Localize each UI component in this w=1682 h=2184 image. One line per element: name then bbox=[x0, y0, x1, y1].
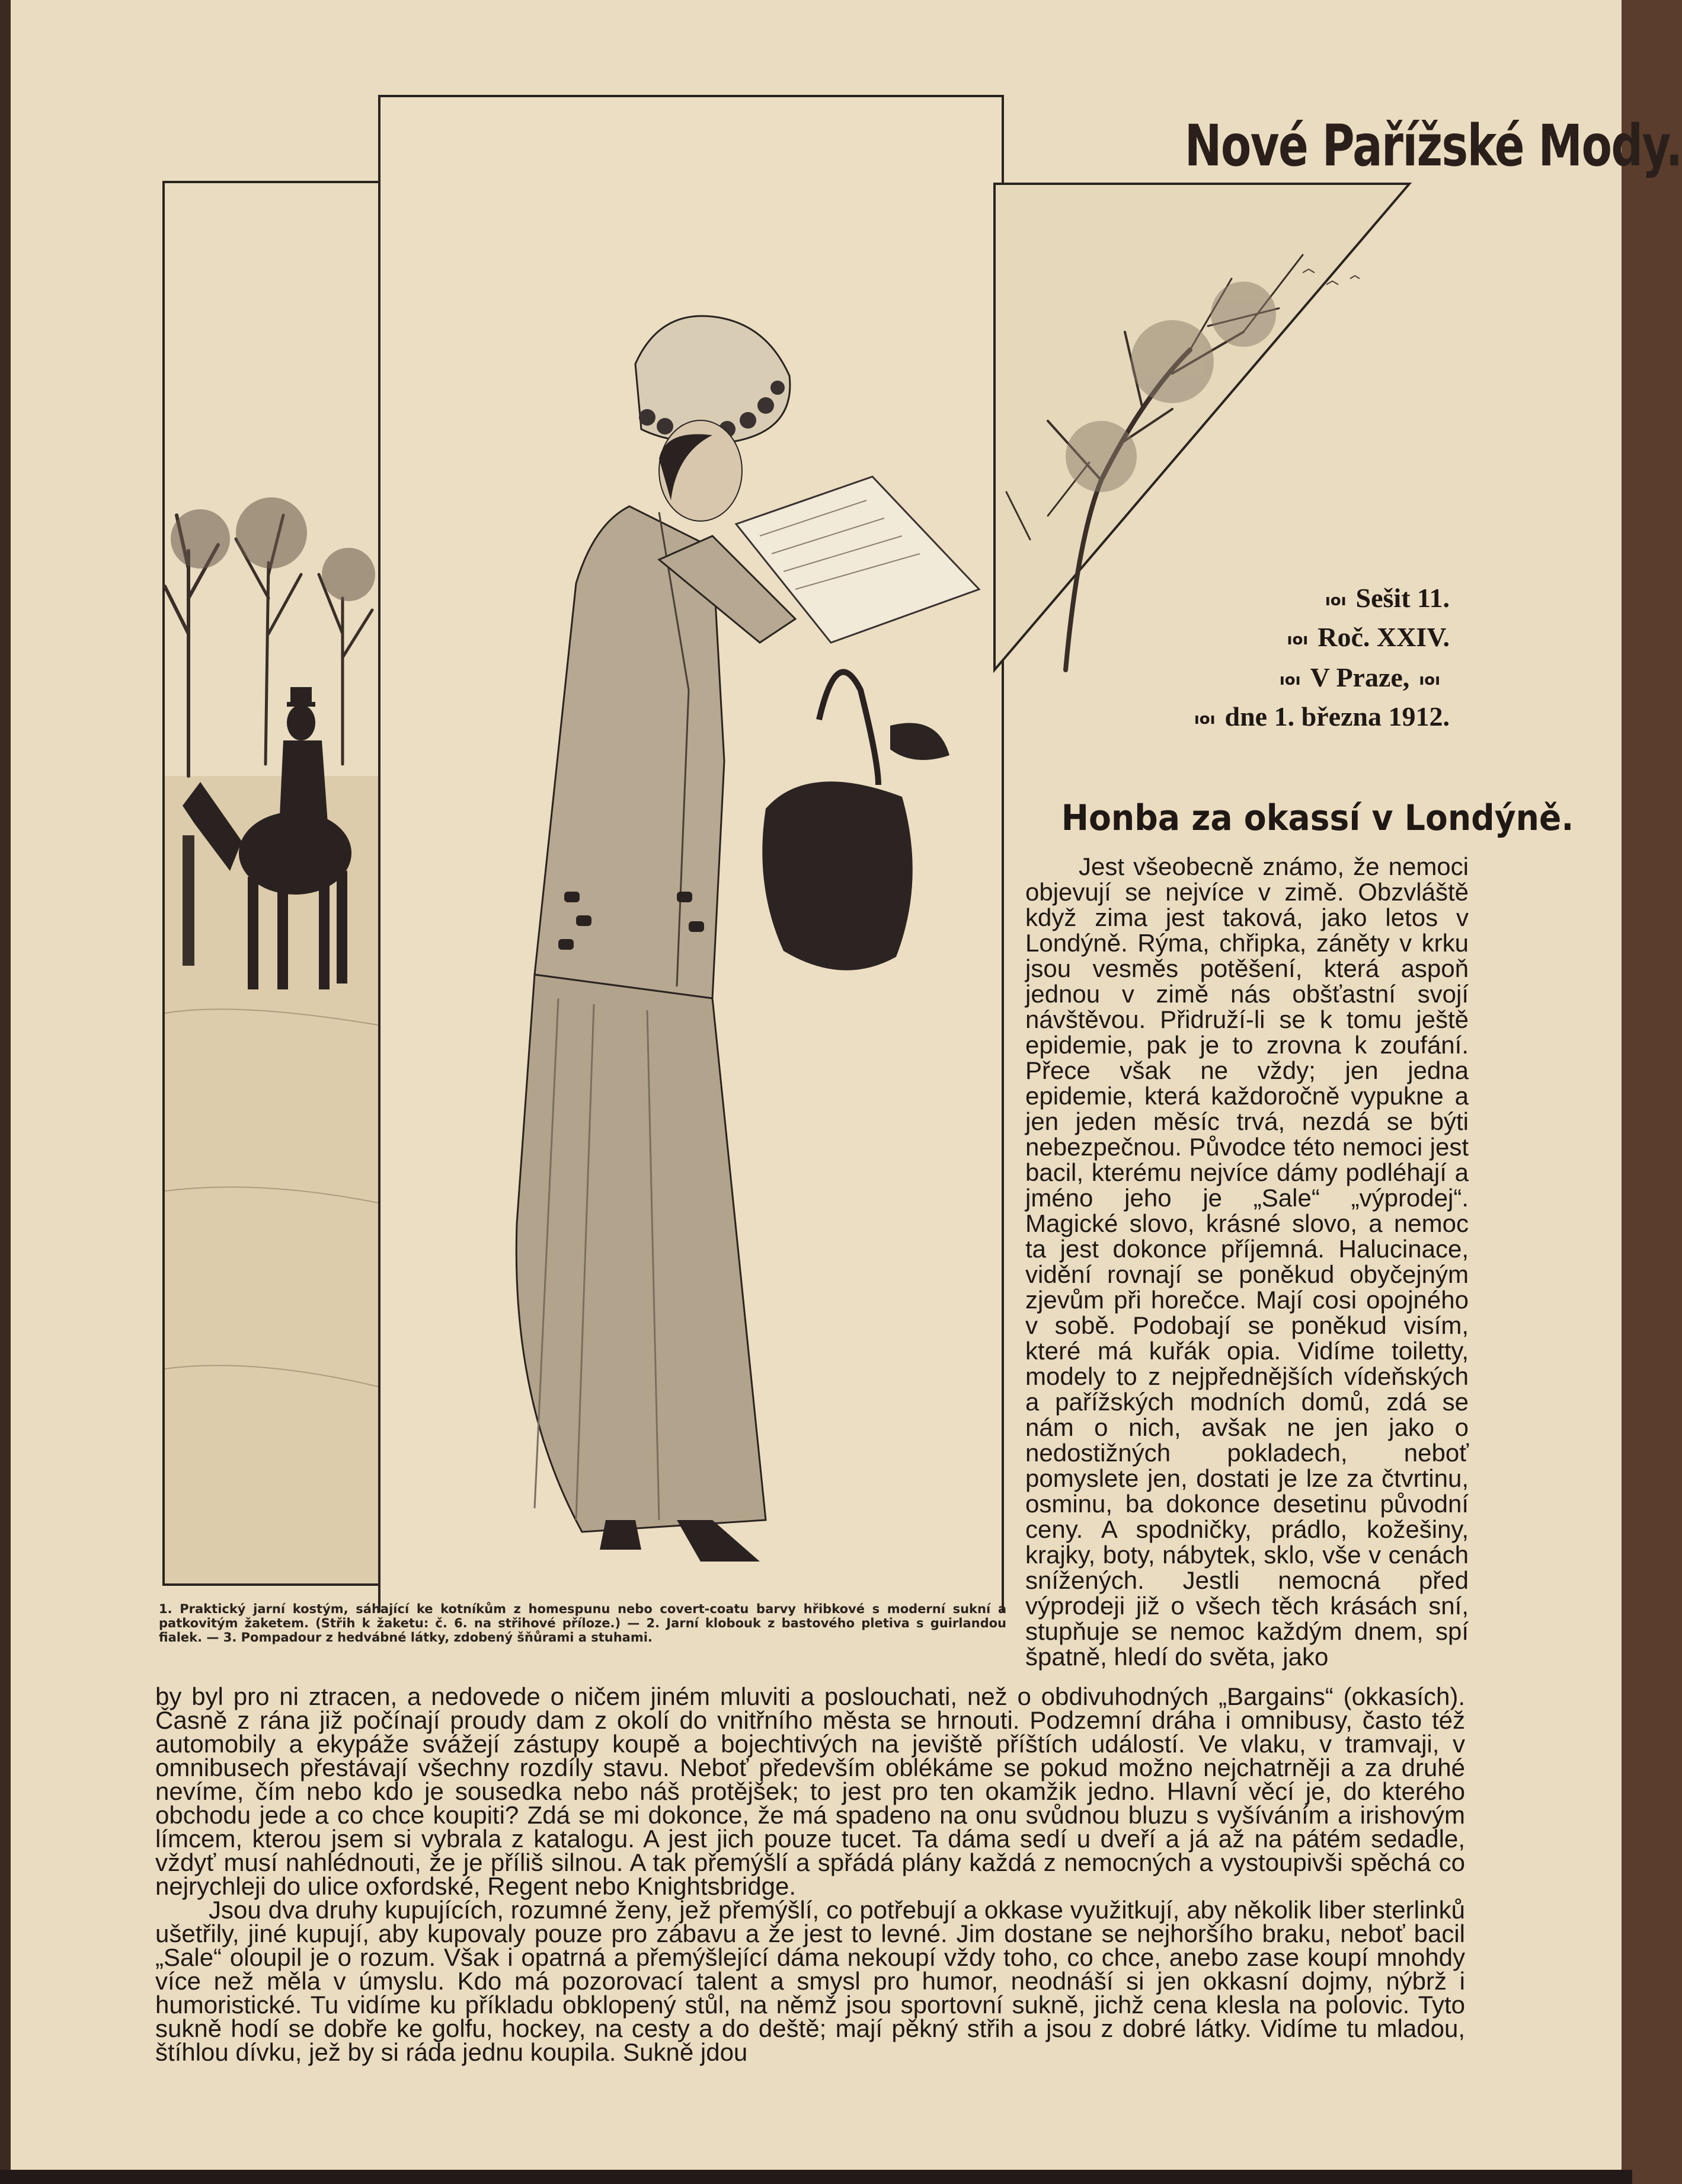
place: ıoı V Praze, ıoı bbox=[1279, 662, 1440, 692]
fashion-figure-svg bbox=[380, 97, 1002, 1613]
volume-number: ıoı Roč. XXIV. bbox=[1287, 622, 1450, 652]
illustration-fashion-figure bbox=[378, 95, 1004, 1613]
ornament: ıoı bbox=[1287, 631, 1309, 649]
article-paragraph-1: Jest všeobecně známo, že nemoci objevují se nejvíce v zimě. Obzvláště když zima jest taková, jako letos v Londýně. Rýma, chřipka, záněty v krku jsou vesměs potěšení, která aspoň jednou v zimě nás obšťastní svojí návštěvou. Přidruží-li se k tomu ještě epidemie, pak je to zrovna k zoufání. Přece však ne vždy; jen jedna epidemie, která každoročně vypukne a jen jeden měsíc trvá, nezdá se býti nebezpečnou. Původce této nemoci jest bacil, kterému nejvíce dámy podléhají a jméno jeho je „Sale“ „výprodej“. Magické slovo, krásné slovo, a nemoc ta jest dokonce příjemná. Halucinace, vidění rovnají se poněkud obyčejným zjevům při horečce. Mají cosi opojného v sobě. Podobají se poněkud visím, které má kuřák opia. Vidíme toiletty, modely to z nejpřednějších vídeňských a pařížských modních domů, zdá se nám o nich, avšak ne jen jako o nedostižných pokladech, neboť pomyslete jen, dostati je lze za čtvrtinu, osminu, ba dokonce desetinu původní ceny. A spodničky, prádlo, kožešiny, krajky, boty, nábytek, sklo, vše v cenách snížených. Jestli nemocná před výprodeji již o všech těch krásách sní, stupňuje se nemoc každým dnem, spí špatně, hledí do světa, jako bbox=[1025, 852, 1469, 1671]
date: ıoı dne 1. března 1912. bbox=[1194, 701, 1450, 732]
article-column-right bbox=[1025, 854, 1469, 1669]
article-column-full bbox=[155, 1682, 1465, 2066]
ornament: ıoı bbox=[1419, 671, 1440, 689]
magazine-page bbox=[11, 0, 1682, 2170]
figure-caption: 1. Praktický jarní kostým, sáhající ke kotníkům z homespunu nebo covert-coatu barvy hřibkové s moderní sukní a patkovitým žaketem. (Střih k žaketu: č. 6. na střihové příloze.) — 2. Jarní klobouk z bastového pletiva s guirlandou fialek. — 3. Pompadour z hedvábné látky, zdobený šňůrami a stuhami. bbox=[159, 1602, 1006, 1645]
ornament: ıoı bbox=[1194, 710, 1216, 729]
page-bottom-edge bbox=[0, 2170, 1632, 2184]
article-title: Honba za okassí v Londýně. bbox=[1061, 797, 1574, 839]
rider-scene-svg bbox=[165, 183, 378, 1583]
article-paragraph-2: by byl pro ni ztracen, a nedovede o ničem jiném mluviti a poslouchati, než o obdivuhodných „Bargains“ (okkasích). Časně z rána již počínají proudy dam z okolí do vnitřního města se hrnouti. Podzemní dráha i omnibusy, často též automobily a ekypáže svážejí zástupy koupě a bojechtivých na jeviště příštích událostí. Ve vlaku, v tramvaji, v omnibusech přestávají všechny rozdíly stavu. Neboť především oblékáme se pokud možno nejchatrněji a za druhé nevíme, čím nebo kdo je sousedka nebo náš protějšek; to jest pro ten okamžik jedno. Hlavní věcí je, do kterého obchodu jede a co chce koupiti? Zdá se mi dokonce, že má spadeno na onu svůdnou bluzu s vyšíváním a irishovým límcem, kterou jsem si vybrala z katalogu. A jest jich pouze tucet. Ta dáma sedí u dveří a já až na pátém sedadle, vždyť musí nahlédnouti, že je příliš silnou. A tak přemýšlí a spřádá plány každá z nemocných a vystoupivši spěchá co nejrychleji do ulice oxfordské, Regent nebo Knightsbridge. bbox=[155, 1682, 1465, 1900]
article-paragraph-3: Jsou dva druhy kupujících, rozumné ženy, jež přemýšlí, co potřebují a okkase využitkují, aby několik liber sterlinků ušetřily, jiné kupují, aby kupovaly pouze pro zábavu a že jest to levné. Jim dostane se nejhoršího braku, neboť bacil „Sale“ oloupil je o rozum. Však i opatrná a přemýšlející dáma nekoupí vždy toho, co chce, anebo zase koupí mnohdy více než měla v úmyslu. Kdo má pozorovací talent a smysl pro humor, neodnáší si jen okkasní dojmy, nýbrž i humoristické. Tu vidíme ku příkladu obklopený stůl, na němž jsou sportovní sukně, jichž cena klesla na polovic. Tyto sukně hodí se dobře ke golfu, hockey, na cesty a do deště; mají pěkný střih a jsou z dobré látky. Vidíme tu mladou, štíhlou dívku, jež by si ráda jednu koupila. Sukně jdou bbox=[155, 1896, 1465, 2066]
issue-number: ıoı Sešit 11. bbox=[1325, 583, 1450, 613]
masthead-title: Nové Pařížské Mody. bbox=[1184, 113, 1682, 179]
illustration-rider bbox=[162, 181, 380, 1586]
ornament: ıoı bbox=[1279, 671, 1301, 689]
ornament: ıoı bbox=[1325, 592, 1347, 610]
